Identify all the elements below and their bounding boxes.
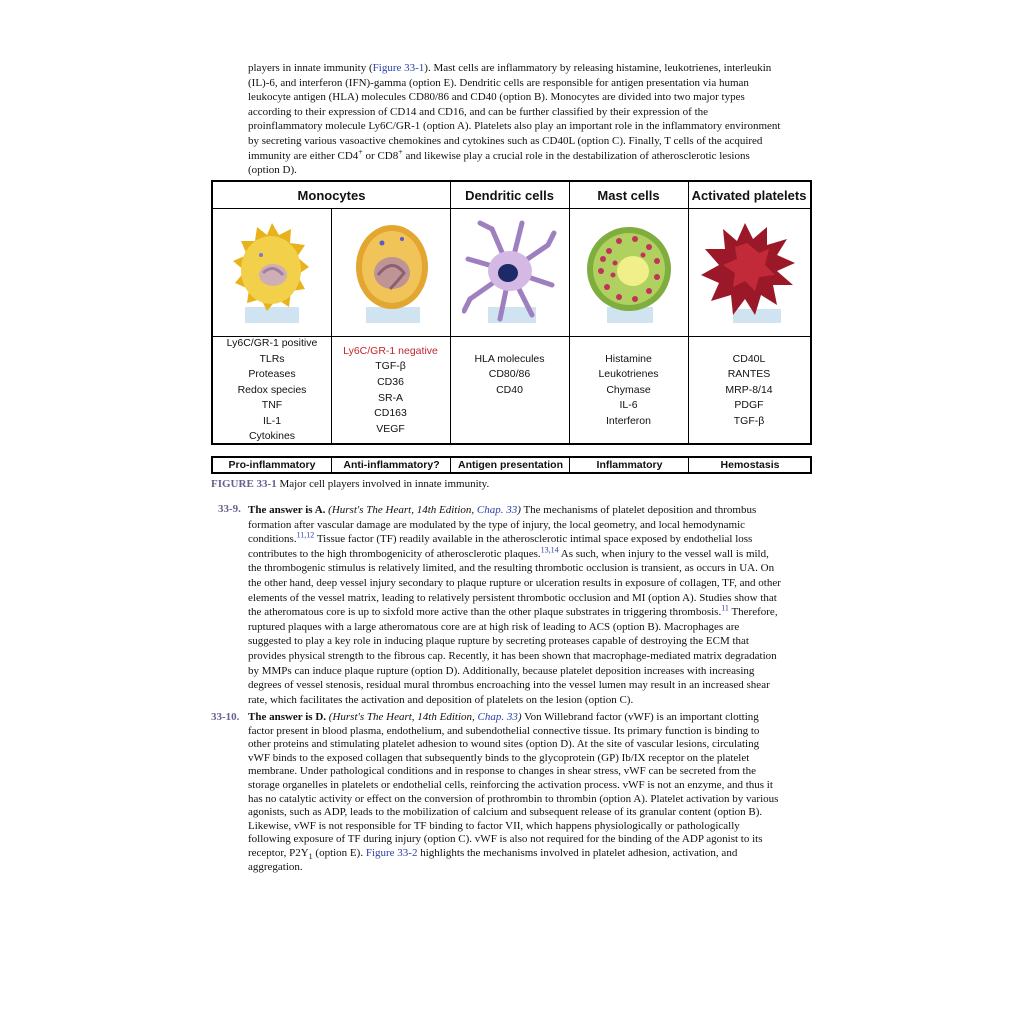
marker-item: IL-6: [619, 399, 638, 412]
marker-item: Cytokines: [248, 430, 296, 443]
role-bar: [211, 456, 812, 474]
intro-line: by secreting various vasoactive chemokines and cytokines such as CD40L (option C). Finally, T cells of the acquired: [248, 134, 763, 147]
dendritic-cell-image: [450, 209, 569, 336]
marker-item: CD36: [377, 375, 404, 388]
marker-item: TNF: [261, 399, 283, 412]
marker-item: TLRs: [259, 352, 285, 365]
marker-item: IL-1: [262, 414, 282, 427]
intro-line: immunity are either CD4+ or CD8+ and likewise play a crucial role in the destabilization of atherosclerotic lesions: [248, 146, 750, 162]
caption-label: FIGURE 33-1: [211, 478, 277, 490]
image-row: [213, 209, 810, 337]
marker-item: Leukotrienes: [598, 368, 659, 381]
monocyte-negative-image: [331, 209, 450, 336]
intro-line: (IL)-6, and interferon (IFN)-gamma (option E). Dendritic cells are responsible for antigen presentation via human: [248, 76, 749, 89]
marker-item: Histamine: [605, 352, 652, 365]
marker-item: Ly6C/GR-1 positive: [226, 336, 318, 349]
marker-item: Ly6C/GR-1 negative: [343, 344, 438, 357]
intro-line: according to their expression of CD14 and CD16, and can be further classified by their expression of the: [248, 105, 709, 118]
header-activated-platelets: Activated platelets: [688, 182, 810, 209]
marker-item: Proteases: [248, 368, 296, 381]
marker-item: HLA molecules: [474, 352, 545, 365]
reference-link[interactable]: 13,14: [540, 545, 559, 555]
marker-item: CD40: [496, 383, 523, 396]
reference-link[interactable]: 11: [721, 603, 729, 613]
figure-link[interactable]: Figure 33-2: [365, 846, 418, 859]
monocyte-positive-image: [213, 209, 331, 336]
monocyte-negative-markers: [331, 338, 450, 443]
marker-item: Chymase: [606, 383, 651, 396]
intro-line: (option D).: [248, 164, 297, 177]
header-dendritic-cells: Dendritic cells: [450, 182, 569, 209]
marker-item: PDGF: [734, 399, 764, 412]
intro-paragraph: [248, 61, 814, 178]
mast-cell-image: [569, 209, 688, 336]
mast-cell-markers: [569, 338, 688, 443]
marker-item: VEGF: [376, 422, 405, 435]
caption-text: Major cell players involved in innate immunity.: [276, 478, 490, 490]
question-number: 33-10.: [211, 711, 240, 723]
chapter-link[interactable]: Chap. 33: [476, 504, 518, 516]
figure-33-1: [211, 180, 812, 445]
figure-link[interactable]: Figure 33-1: [372, 62, 425, 74]
activated-platelet-image: [688, 209, 810, 336]
intro-line: players in innate immunity (Figure 33-1). Mast cells are inflammatory by releasing histamine, leukotrienes, interleukin: [248, 62, 772, 74]
reference-link[interactable]: 11,12: [296, 530, 315, 540]
marker-item: RANTES: [727, 368, 771, 381]
role-hemostasis: Hemostasis: [688, 458, 811, 472]
marker-item: SR-A: [377, 391, 404, 404]
chapter-link[interactable]: Chap. 33: [477, 711, 518, 723]
dendritic-markers: [450, 338, 569, 443]
marker-item: Redox species: [237, 383, 307, 396]
intro-line: leukocyte antigen (HLA) molecules CD80/86 and CD40 (option B). Monocytes are divided into two major types: [248, 91, 745, 104]
marker-item: CD80/86: [488, 368, 531, 381]
header-mast-cells: Mast cells: [569, 182, 688, 209]
answer-33-10: The answer is D. (Hurst's The Heart, 14th Edition, Chap. 33) Von Willebrand factor (vWF) is an important clotting factor present in blood plasma, endothelium, and subendothelial connective tissue. Its primary function is binding to other proteins and stimulating platelet adhesion to wound sites (option D). At the site of vascular lesions, circulating vWF binds to the exposed collagen that subsequently binds to the glycoprotein (GP) Ib/IX receptor on the platelet membrane. Under pathological conditions and in response to changes in shear stress, vWF can be secreted from the storage organelles in platelets or endothelial cells, reinforcing the activation process. vWF is not an enzyme, and thus it has no catalytic activity or effect on the conversion of prothrombin to thrombin (option A). Platelet activation by various agonists, such as ADP, leads to the mobilization of calcium and subsequent release of its granular content (option B). Likewise, vWF is not responsible for TF binding to factor VII, which happens physiologically or pathologically following exposure of TF during injury (option C). vWF is also not required for the binding of the ADP agonist to its receptor, $P2Y_1$ (option E). Figure 33-2 highlights the mechanisms involved in platelet adhesion, activation, and aggregation.: [248, 711, 779, 873]
header-monocytes: Monocytes: [213, 182, 450, 209]
marker-item: TGF-β: [375, 360, 406, 373]
platelet-markers: [688, 338, 810, 443]
answer-33-9: The answer is A. (Hurst's The Heart, 14th Edition, Chap. 33) The mechanisms of platelet deposition and thrombus formation after vascular damage are modulated by the type of injury, the local geometry, and local hemodynamic conditions.$^{11,12}$ Tissue factor (TF) readily available in the atherosclerotic intimal space exposed by endothelial loss contributes to the high thrombogenicity of atherosclerotic plaques.$^{13,14}$ As such, when injury to the vessel wall is mild, the thrombogenic stimulus is relatively limited, and the resulting thrombotic occlusion is transient, as occurs in UA. On the other hand, deep vessel injury secondary to plaque rupture or ulceration results in exposure of collagen, TF, and other elements of the vessel matrix, leading to relatively persistent thrombotic occlusion and MI (option A). Studies show that the atheromatous core is up to sixfold more active than the other plaque substrates in triggering thrombosis.$^{11}$ Therefore, ruptured plaques with a large atheromatous core are at high risk of leading to ACS (option B). Macrophages are suggested to play a key role in inducing plaque rupture by secreting proteases capable of destroying the ECM that provides physical strength to the fibrous cap. Recently, it has been shown that macrophage-mediated matrix degradation by MMPs can induce plaque rupture (option D). Additionally, because platelet deposition increases with increasing degrees of vessel stenosis, residual mural thrombus encroaching into the vessel lumen may result in an increased shear rate, which facilitates the activation and deposition of platelets on the lesion (option C).: [248, 504, 781, 706]
marker-item: CD40L: [732, 352, 766, 365]
role-antigen-presentation: Antigen presentation: [450, 458, 570, 472]
marker-item: Interferon: [606, 414, 651, 427]
role-inflammatory: Inflammatory: [569, 458, 689, 472]
marker-item: TGF-β: [733, 414, 765, 427]
marker-item: CD163: [374, 407, 407, 420]
monocyte-positive-markers: [213, 338, 331, 443]
marker-item: MRP-8/14: [725, 383, 773, 396]
role-pro-inflammatory: Pro-inflammatory: [228, 459, 316, 471]
intro-line: proinflammatory molecule Ly6C/GR-1 (option A). Platelets also play an important role in the inflammatory environment: [248, 120, 781, 133]
question-number: 33-9.: [218, 503, 241, 515]
role-anti-inflammatory: Anti-inflammatory?: [331, 458, 451, 472]
figure-caption: [211, 478, 489, 490]
